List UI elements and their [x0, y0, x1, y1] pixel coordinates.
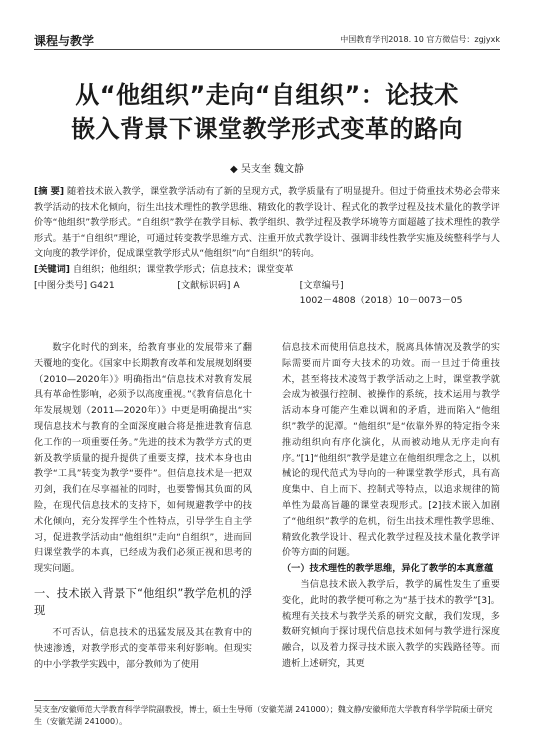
author-footnote: 吴支奎/安徽师范大学教育科学学院副教授，博士，硕士生导师（安徽芜湖 241000）；魏文静/安徽师范大学教育科学学院硕士研究生（安徽芜湖 241000）。	[34, 705, 493, 726]
section-label: 课程与教学	[34, 34, 95, 48]
keywords-tag: [关键词]	[34, 263, 70, 275]
doc-tag: [文献标识码]	[177, 279, 231, 291]
subsection-1-paragraph: 当信息技术嵌入教学后，教学的属性发生了重要变化，此时的教学便可称之为“基于技术的教学”[3]。梳理有关技术与教学关系的研究文献，我们发现，多数研究倾向于探讨现代信息技术如何与教学进行深度融合，以及着力探寻技术嵌入教学的实践路径等。而遗析上述研究，其更	[282, 578, 500, 669]
section-1-paragraph: 不可否认，信息技术的迅猛发展及其在教育中的快速渗透，对教学形式的变革带来利好影响。但现实的中小学教学实践中，部分教师为了使用	[34, 626, 252, 670]
article-number-tag: [文章编号]	[299, 279, 344, 291]
right-column	[282, 340, 500, 672]
title-line-1: 从“他组织”走向“自组织”：论技术	[75, 81, 459, 109]
keywords-text: 自组织；他组织；课堂教学形式；信息技术；课堂变革	[72, 263, 294, 275]
abstract-tag: [摘 要]	[34, 186, 65, 197]
abstract-text: 随着技术嵌入教学，课堂教学活动有了新的呈现方式，教学质量有了明显提升。但过于倚重技术势必会带来教学活动的技术化倾向，衍生出技术理性的教学思维、精致化的教学设计、程式化的教学过程及技术量化的教学评价等“他组织”教学形式。“自组织”教学在教学目标、教学组织、教学过程及教学环境等方面超越了技术理性的教学形式。基于“自组织”理论，可通过转变教学思维方式、注重开放式教学设计、强调非线性教学实施及统整科学与人文向度的教学评价，促成课堂教学形式从“他组织”向“自组织”的转向。	[34, 186, 500, 260]
subsection-heading-1: （一）技术理性的教学思维，异化了教学的本真意蕴	[282, 563, 494, 575]
authors: ◆ 吴支奎 魏文静	[229, 164, 305, 175]
footnote-divider	[34, 700, 134, 701]
article-title	[28, 78, 506, 146]
section-heading-1: 一、技术嵌入背景下“他组织”教学危机的浮现	[34, 586, 252, 617]
clc-tag: [中图分类号]	[34, 279, 88, 291]
intro-paragraph: 数字化时代的到来，给教育事业的发展带来了翻天覆地的变化。《国家中长期教育改革和发展规划纲要（2010—2020年）》明确指出“信息技术对教育发展具有革命性影响，必须予以高度重视。”《教育信息化十年发展规划（2011—2020年）》中更是明确提出“实现信息技术与教育的全面深度融合将是推进教育信息化工作的一项重要任务。”先进的技术为教学方式的更新及教学质量的提升提供了重要支撑，技术本身也由教学“工具”转变为教学“要件”。但信息技术是一把双刃剑，我们在尽享福祉的同时，也要警惕其负面的风险，在现代信息技术的支持下，如何规避教学中的技术化倾向，充分发挥学生个性特点，引导学生自主学习，促进教学活动由“他组织”走向“自组织”，进而回归课堂教学的本真，已经成为我们必须正视和思考的现实问题。	[34, 342, 252, 575]
continued-paragraph: 信息技术而使用信息技术，脱离具体情况及教学的实际需要而片面夸大技术的功效。而一旦过于倚重技术，甚至将技术凌驾于教学活动之上时，课堂教学就会成为被强行控制、被操作的系统，技术运用与教学活动本身可能产生难以调和的矛盾，进而陷入“他组织”教学的泥潭。“他组织”是“依靠外界的特定指令来推动组织向有序化演化，从而被动地从无序走向有序。”[1]“他组织”教学是建立在他组织理念之上，以机械论的现代范式为导向的一种课堂教学形式，具有高度集中、自上而下、控制式等特点，以追求规律的简单性为最高旨趣的课堂表现形式。[2]技术嵌入加剧了“他组织”教学的危机，衍生出技术理性教学思维、精致化教学设计、程式化教学过程及技术量化教学评价等方面的问题。	[282, 342, 500, 559]
doc-value: A	[233, 279, 240, 291]
article-number-value: 1002－4808（2018）10－0073－05	[299, 295, 463, 307]
classification-codes	[34, 278, 500, 309]
article-meta	[34, 184, 500, 309]
clc-value: G421	[90, 279, 115, 291]
keywords	[34, 262, 500, 278]
abstract	[34, 184, 500, 262]
left-column	[34, 340, 252, 672]
title-line-2: 嵌入背景下课堂教学形式变革的路向	[71, 115, 463, 143]
header-divider	[34, 49, 500, 50]
journal-info: 中国教育学刊2018. 10 官方微信号：zgjyxk	[340, 35, 500, 44]
